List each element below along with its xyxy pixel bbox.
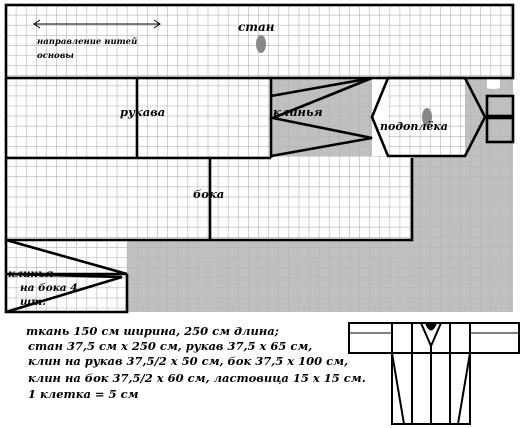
note-line-3: клин на рукав 37,5/2 х 50 см, бок 37,5 х 100 см, <box>28 354 349 368</box>
garment-right-gusset <box>458 353 470 424</box>
garment-collar <box>426 323 436 330</box>
label-side-gussets-2: на бока 4 <box>20 282 78 294</box>
label-sleeves: рукава <box>120 105 166 119</box>
label-hem: подоплёка <box>380 120 448 133</box>
label-sides: бока <box>193 187 225 201</box>
garment-sketch <box>349 323 519 424</box>
marker-stan <box>256 35 266 53</box>
label-side-gussets-3: шт. <box>20 296 46 308</box>
label-gussets: клинья <box>273 105 323 119</box>
note-line-4: клин на бок 37,5/2 х 60 см, ластовица 15 х 15 см. <box>28 371 366 385</box>
waste-lower-area <box>127 156 513 312</box>
note-line-2: стан 37,5 см х 250 см, рукав 37,5 х 65 см, <box>28 339 313 353</box>
label-stan: стан <box>238 20 275 34</box>
label-warp-2: основы <box>37 51 74 61</box>
label-side-gussets-1: клинья <box>8 268 54 280</box>
label-warp-1: направление нитей <box>37 37 138 47</box>
garment-left-gusset <box>392 353 404 424</box>
note-line-5: 1 клетка = 5 см <box>28 387 139 401</box>
cutout-right <box>487 79 500 89</box>
cutout-left <box>372 79 388 156</box>
note-line-1: ткань 150 см ширина, 250 см длина; <box>26 324 279 338</box>
